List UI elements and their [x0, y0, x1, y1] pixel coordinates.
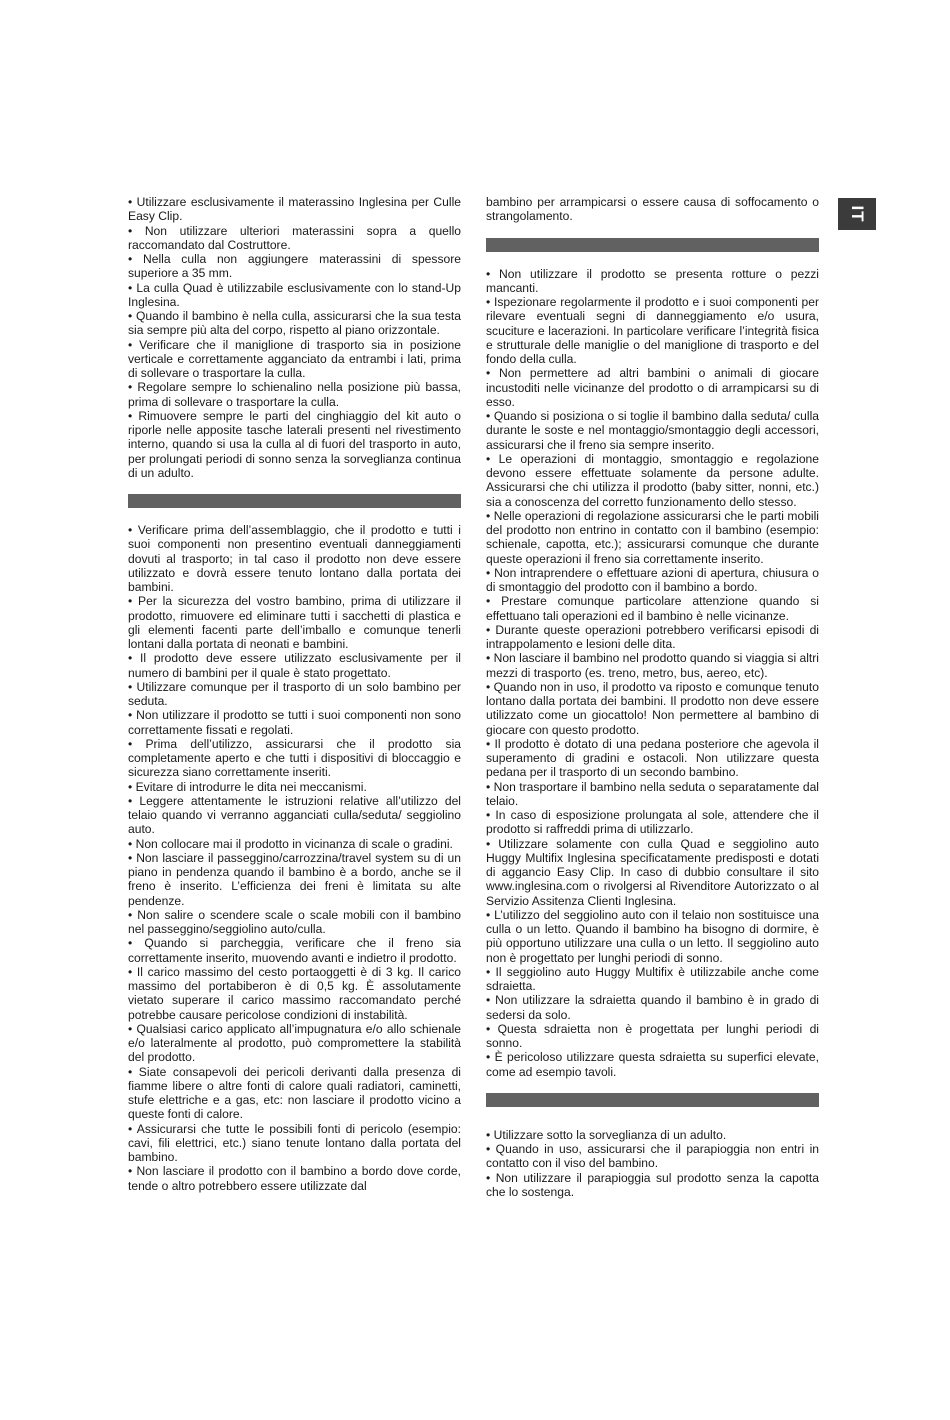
bullet-paragraph: • Nella culla non aggiungere materassini di spessore superiore a 35 mm.: [128, 252, 461, 281]
bullet-paragraph: • Il carico massimo del cesto portaoggetti è di 3 kg. Il carico massimo del portabiberon è di 0,5 kg. È assolutamente vietato superare il carico massimo raccomandato perché potrebbe causare pericolose condizioni di instabilità.: [128, 964, 461, 1022]
bullet-paragraph: • Non utilizzare il prodotto se presenta rotture o pezzi mancanti.: [486, 266, 819, 295]
bullet-paragraph: • In caso di esposizione prolungata al sole, attendere che il prodotto si raffreddi prima di utilizzarlo.: [486, 808, 819, 837]
bullet-paragraph: • Quando non in uso, il prodotto va riposto e comunque tenuto lontano dalla portata dei bambini. Il prodotto non deve essere utilizzato come un giocattolo! Non permettere al bambino di giocare con questo prodotto.: [486, 679, 819, 737]
bullet-paragraph: • Evitare di introdurre le dita nei meccanismi.: [128, 779, 367, 794]
bullet-paragraph: bambino per arrampicarsi o essere causa di soffocamento o strangolamento.: [486, 195, 819, 224]
bullet-paragraph: • Non utilizzare ulteriori materassini sopra a quello raccomandato dal Costruttore.: [128, 223, 461, 252]
right-block-1: [486, 195, 819, 224]
bullet-paragraph: • Quando si posiziona o si toglie il bambino dalla seduta/ culla durante le soste e nel montaggio/smontaggio degli accessori, assicurarsi che il freno sia sempre inserito.: [486, 409, 819, 452]
bullet-paragraph: • Questa sdraietta non è progettata per lunghi periodi di sonno.: [486, 1021, 819, 1050]
bullet-paragraph: • Il prodotto deve essere utilizzato esclusivamente per il numero di bambini per il quale è stato progettato.: [128, 651, 461, 680]
bullet-paragraph: • Non intraprendere o effettuare azioni di apertura, chiusura o di smontaggio del prodotto con il bambino a bordo.: [486, 565, 819, 594]
bullet-paragraph: • Quando il bambino è nella culla, assicurarsi che la sua testa sia sempre più alta del corpo, rispetto al piano orizzontale.: [128, 309, 461, 338]
bullet-paragraph: • Leggere attentamente le istruzioni relative all’utilizzo del telaio quando vi verranno agganciati culla/seduta/ seggiolino auto.: [128, 793, 461, 837]
bullet-paragraph: • Nelle operazioni di regolazione assicurarsi che le parti mobili del prodotto non entrino in contatto con il bambino (esempio: schienale, capotta, etc.); assicurarsi comunque che durante queste operazioni il freno sia correttamente inserito.: [486, 508, 819, 566]
bullet-paragraph: • Non collocare mai il prodotto in vicinanza di scale o gradini.: [128, 836, 453, 851]
section-header-bar: [486, 238, 819, 252]
bullet-paragraph: • L’utilizzo del seggiolino auto con il telaio non sostituisce una culla o un letto. Quando il bambino ha bisogno di dormire, è più opportuno utilizzare una culla o un letto. Il seggiolino auto non è progettato per lunghi periodi di sonno.: [486, 907, 819, 965]
left-block-2: [128, 523, 461, 1193]
left-block-1: [128, 195, 461, 480]
bullet-paragraph: • Non lasciare il prodotto con il bambino a bordo dove corde, tende o altro potrebbero essere utilizzate dal: [128, 1164, 461, 1193]
bullet-paragraph: • Ispezionare regolarmente il prodotto e i suoi componenti per rilevare eventuali segni di danneggiamento e/o usura, scuciture e lacerazioni. In particolare verificare l’integrità fisica e strutturale delle maniglie o del maniglione di trasporto e del fondo della culla.: [486, 295, 819, 366]
bullet-paragraph: • Non trasportare il bambino nella seduta o separatamente dal telaio.: [486, 779, 819, 808]
bullet-paragraph: • Prestare comunque particolare attenzione quando si effettuano tali operazioni ed il bambino è nelle vicinanze.: [486, 594, 819, 623]
bullet-paragraph: • Non lasciare il bambino nel prodotto quando si viaggia si altri mezzi di trasporto (es. treno, metro, bus, aereo, etc).: [486, 651, 819, 680]
language-tab: [838, 198, 876, 230]
bullet-paragraph: • La culla Quad è utilizzabile esclusivamente con lo stand-Up Inglesina.: [128, 280, 461, 309]
bullet-paragraph: • Siate consapevoli dei pericoli derivanti dalla presenza di fiamme libere o altre fonti di calore quali radiatori, caminetti, stufe elettriche e a gas, etc: non lasciare il prodotto vicino a queste fonti di calore.: [128, 1064, 461, 1122]
bullet-paragraph: • Il prodotto è dotato di una pedana posteriore che agevola il superamento di gradini e ostacoli. Non utilizzare questa pedana per il trasporto di un secondo bambino.: [486, 736, 819, 780]
right-column: [486, 195, 819, 1199]
bullet-paragraph: • Non salire o scendere scale o scale mobili con il bambino nel passeggino/seggiolino auto/culla.: [128, 907, 461, 936]
bullet-paragraph: • Non permettere ad altri bambini o animali di giocare incustoditi nelle vicinanze del prodotto o di arrampicarsi su di esso.: [486, 366, 819, 409]
bullet-paragraph: • Utilizzare comunque per il trasporto di un solo bambino per seduta.: [128, 679, 461, 708]
bullet-paragraph: • Non utilizzare il prodotto se tutti i suoi componenti non sono correttamente fissati e regolati.: [128, 708, 461, 737]
bullet-paragraph: • È pericoloso utilizzare questa sdraietta su superfici elevate, come ad esempio tavoli.: [486, 1050, 819, 1079]
bullet-paragraph: • Verificare che il maniglione di trasporto sia in posizione verticale e correttamente agganciato da entrambi i lati, prima di sollevare o trasportare la culla.: [128, 337, 461, 380]
bullet-paragraph: • Utilizzare solamente con culla Quad e seggiolino auto Huggy Multifix Inglesina specificatamente predisposti e dotati di aggancio Easy Clip. In caso di dubbio consultare il sito www.inglesina.com o rivolgersi al Rivenditore Autorizzato o al Servizio Assitenza Clienti Inglesina.: [486, 836, 819, 908]
bullet-paragraph: • Regolare sempre lo schienalino nella posizione più bassa, prima di sollevare o trasportare la culla.: [128, 380, 461, 409]
bullet-paragraph: • Qualsiasi carico applicato all’impugnatura e/o allo schienale e/o lateralmente al prodotto, può compromettere la stabilità del prodotto.: [128, 1021, 461, 1065]
bullet-paragraph: • Non utilizzare la sdraietta quando il bambino è in grado di sedersi da solo.: [486, 993, 819, 1022]
section-header-bar: [486, 1093, 819, 1107]
bullet-paragraph: • Per la sicurezza del vostro bambino, prima di utilizzare il prodotto, rimuovere ed eliminare tutti i sacchetti di plastica e gli elementi facenti parte dell’imballo e comunque tenerli lontani dalla portata di neonati e bambini.: [128, 594, 461, 651]
bullet-paragraph: • Assicurarsi che tutte le possibili fonti di pericolo (esempio: cavi, fili elettrici, etc.) siano tenute lontano dalla portata del bambino.: [128, 1121, 461, 1164]
bullet-paragraph: • Non utilizzare il parapioggia sul prodotto senza la capotta che lo sostenga.: [486, 1170, 819, 1199]
right-block-2: [486, 267, 819, 1079]
bullet-paragraph: • Il seggiolino auto Huggy Multifix è utilizzabile anche come sdraietta.: [486, 964, 819, 993]
right-block-3: [486, 1128, 819, 1199]
bullet-paragraph: • Prima dell’utilizzo, assicurarsi che il prodotto sia completamente aperto e che tutti i dispositivi di bloccaggio e sicurezza siano correttamente inseriti.: [128, 736, 461, 780]
bullet-paragraph: • Utilizzare esclusivamente il materassino Inglesina per Culle Easy Clip.: [128, 195, 461, 224]
bullet-paragraph: • Quando in uso, assicurarsi che il parapioggia non entri in contatto con il viso del bambino.: [486, 1142, 819, 1171]
language-tab-label: IT: [848, 205, 867, 223]
bullet-paragraph: • Verificare prima dell’assemblaggio, che il prodotto e tutti i suoi componenti non presentino eventuali danneggiamenti dovuti al trasporto; in tal caso il prodotto non deve essere utilizzato e dovrà essere tenuto lontano dalla portata dei bambini.: [128, 523, 461, 594]
left-column: [128, 195, 461, 1193]
bullet-paragraph: • Non lasciare il passeggino/carrozzina/travel system su di un piano in pendenza quando il bambino è a bordo, anche se il freno è inserito. L’efficienza dei freni è limitata su alte pendenze.: [128, 850, 461, 908]
bullet-paragraph: • Durante queste operazioni potrebbero verificarsi episodi di intrappolamento e lesioni delle dita.: [486, 622, 819, 651]
bullet-paragraph: • Rimuovere sempre le parti del cinghiaggio del kit auto o riporle nelle apposite tasche laterali presenti nel rivestimento interno, quando si usa la culla al di fuori del trasporto in auto, per prolungati periodi di sonno senza la sorveglianza continua di un adulto.: [128, 408, 461, 480]
bullet-paragraph: • Quando si parcheggia, verificare che il freno sia correttamente inserito, muovendo avanti e indietro il prodotto.: [128, 936, 461, 965]
bullet-paragraph: • Utilizzare sotto la sorveglianza di un adulto.: [486, 1127, 727, 1142]
bullet-paragraph: • Le operazioni di montaggio, smontaggio e regolazione devono essere effettuate solamente da persone adulte. Assicurarsi che chi utilizza il prodotto (baby sitter, nonni, etc.) sia a conoscenza del corretto funzionamento dello stesso.: [486, 451, 819, 509]
section-header-bar: [128, 494, 461, 508]
